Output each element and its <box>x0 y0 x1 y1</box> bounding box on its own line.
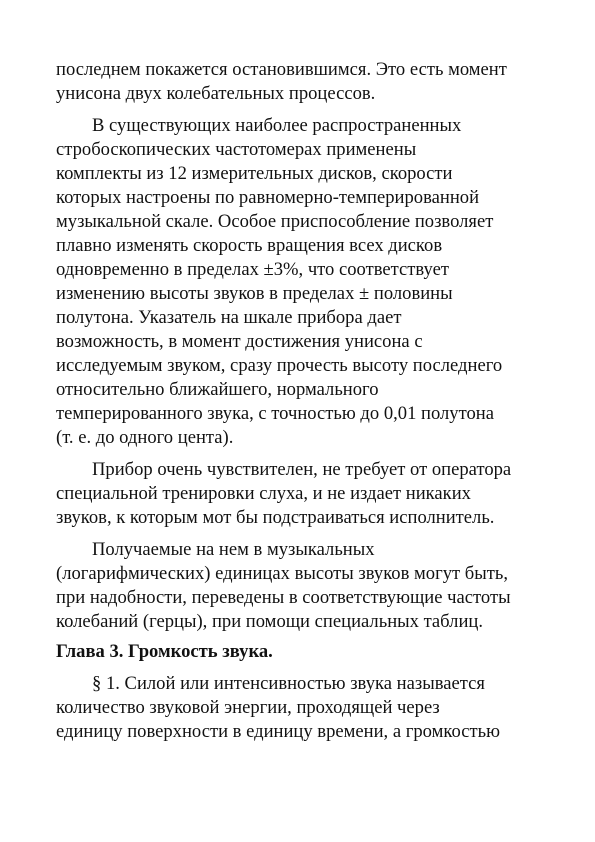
text-line: Получаемые на нем в музыкальных <box>92 539 375 560</box>
chapter-heading: Глава 3. Громкость звука. <box>56 641 273 662</box>
text-line: возможность, в момент достижения унисона с <box>56 331 423 352</box>
text-line: единицу поверхности в единицу времени, а громкостью <box>56 721 500 742</box>
text-line: последнем покажется остановившимся. Это есть момент <box>56 59 507 80</box>
text-line: количество звуковой энергии, проходящей через <box>56 697 440 718</box>
text-line: которых настроены по равномерно-темперированной <box>56 187 480 208</box>
text-line: относительно ближайшего, нормального <box>56 379 379 400</box>
text-line: колебаний (герцы), при помощи специальных таблиц. <box>56 611 484 632</box>
text-line: темперированного звука, с точностью до 0,01 полутона <box>56 403 494 424</box>
text-line: изменению высоты звуков в пределах ± половины <box>56 283 453 304</box>
text-line: стробоскопических частотомерах применены <box>56 139 417 160</box>
text-line: исследуемым звуком, сразу прочесть высоту последнего <box>56 355 503 376</box>
text-line: специальной тренировки слуха, и не издает никаких <box>56 483 471 504</box>
text-line: при надобности, переведены в соответствующие частоты <box>56 587 511 608</box>
text-line: звуков, к которым мот бы подстраиваться исполнитель. <box>56 507 495 528</box>
text-line: унисона двух колебательных процессов. <box>56 83 376 104</box>
text-line: плавно изменять скорость вращения всех дисков <box>56 235 443 256</box>
text-line: Прибор очень чувствителен, не требует от оператора <box>92 459 512 480</box>
text-line: одновременно в пределах ±3%, что соответствует <box>56 259 449 280</box>
text-line: (т. е. до одного цента). <box>56 427 234 448</box>
text-line: комплекты из 12 измерительных дисков, скорости <box>56 163 453 184</box>
text-line: полутона. Указатель на шкале прибора дает <box>56 307 402 328</box>
text-line: § 1. Силой или интенсивностью звука называется <box>92 673 485 694</box>
text-line: (логарифмических) единицах высоты звуков могут быть, <box>56 563 508 584</box>
text-line: В существующих наиболее распространенных <box>92 115 462 136</box>
text-line: музыкальной скале. Особое приспособление позволяет <box>56 211 494 232</box>
